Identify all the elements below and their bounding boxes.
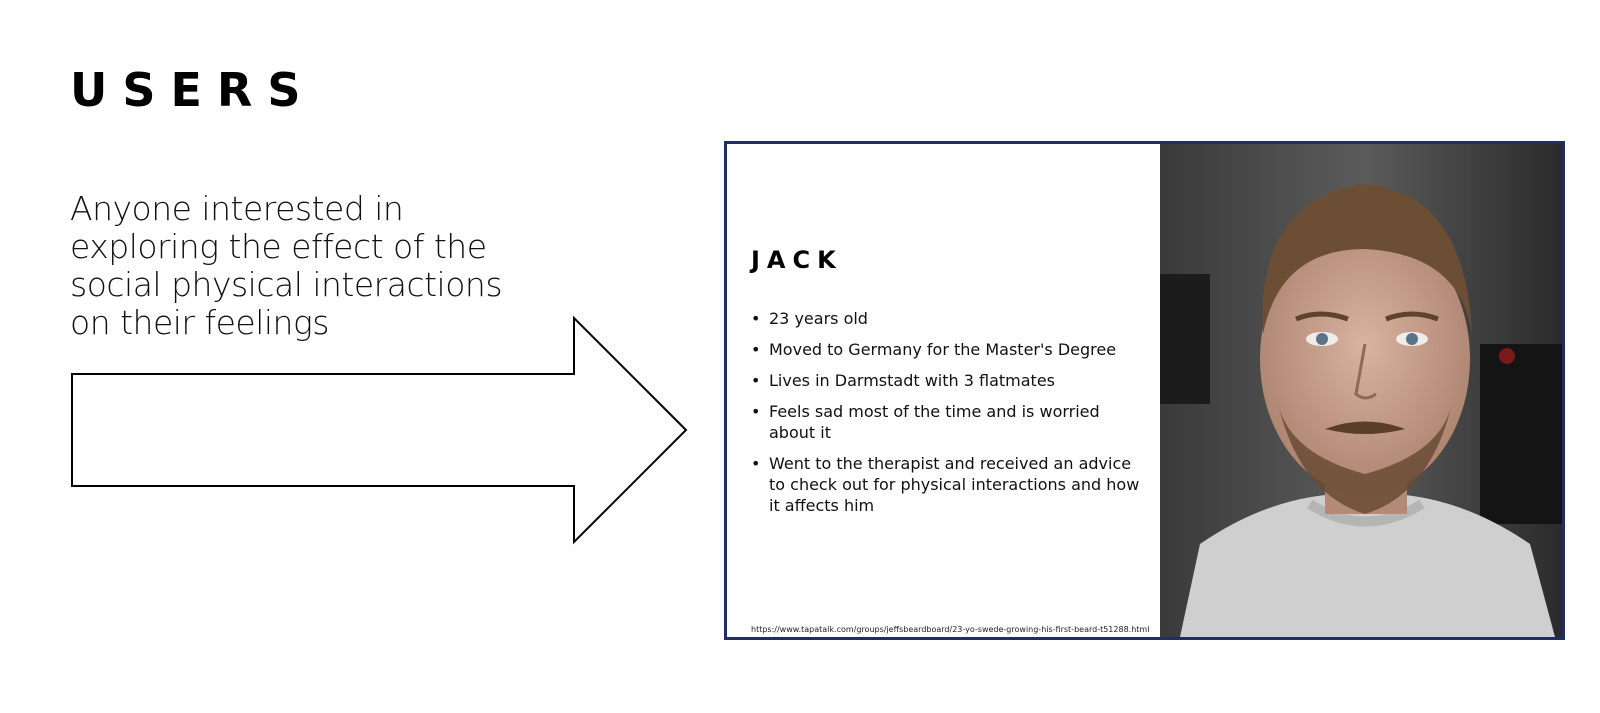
fact-text: Went to the therapist and received an advice to check out for physical interactions and how it affects him — [769, 454, 1140, 515]
bullet-icon: • — [751, 340, 761, 359]
bullet-icon: • — [751, 402, 761, 421]
fact-text: Moved to Germany for the Master's Degree — [769, 340, 1117, 359]
list-item — [751, 370, 1141, 391]
fact-text: 23 years old — [769, 309, 868, 328]
list-item — [751, 308, 1141, 329]
bullet-icon: • — [751, 309, 761, 328]
list-item — [751, 453, 1141, 516]
right-arrow-icon — [60, 310, 700, 560]
bullet-icon: • — [751, 371, 761, 390]
persona-name: JACK — [751, 246, 843, 274]
fact-text: Feels sad most of the time and is worried about it — [769, 402, 1100, 442]
image-source-link[interactable]: https://www.tapatalk.com/groups/jeffsbeardboard/23-yo-swede-growing-his-first-beard-t51288.html — [751, 625, 1150, 634]
persona-card — [724, 141, 1565, 640]
persona-facts-list — [751, 308, 1141, 526]
slide-description: Anyone interested in exploring the effect of the social physical interactions on their feelings — [70, 189, 503, 342]
bullet-icon: • — [751, 454, 761, 473]
list-item — [751, 401, 1141, 443]
portrait-photo — [1160, 144, 1565, 637]
fact-text: Lives in Darmstadt with 3 flatmates — [769, 371, 1055, 390]
list-item — [751, 339, 1141, 360]
slide-title: USERS — [70, 63, 316, 117]
